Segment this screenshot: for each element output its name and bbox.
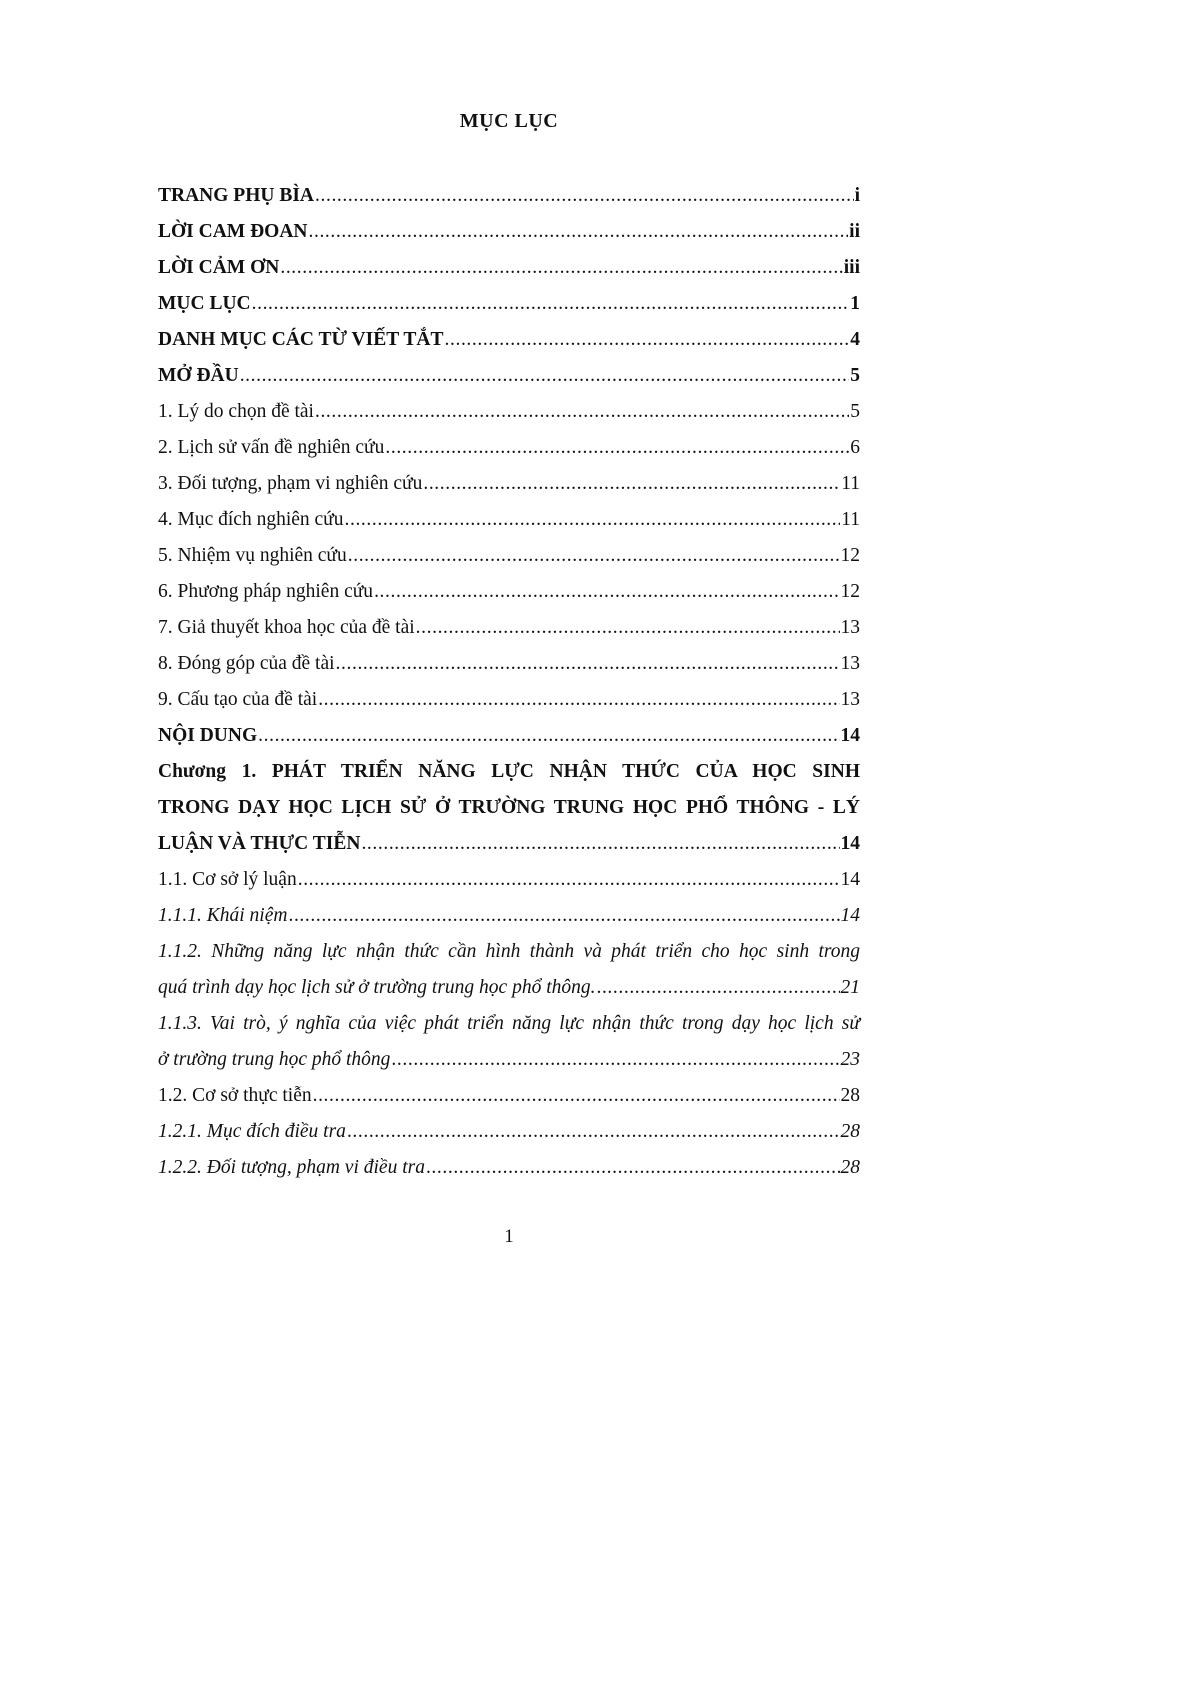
toc-entry-label: 8. Đóng góp của đề tài — [158, 653, 335, 674]
toc-entry-page: i — [854, 185, 860, 206]
toc-entry-page: 1 — [850, 293, 860, 314]
toc-entry-label: LỜI CẢM ƠN — [158, 257, 280, 278]
toc-entry-muc-dich — [158, 502, 860, 538]
toc-entry-label: quá trình dạy học lịch sử ở trường trung học phổ thông. — [158, 977, 596, 998]
dot-leader — [336, 646, 840, 682]
dot-leader — [313, 1078, 840, 1114]
toc-entry-trang-phu-bia — [158, 178, 860, 214]
page-number: 1 — [504, 1226, 514, 1247]
dot-leader — [345, 502, 841, 538]
toc-entry-page: 14 — [840, 905, 860, 926]
entry-1-1-3-last-line — [158, 1042, 860, 1078]
dot-leader — [423, 466, 840, 502]
toc-entry-label: 1.2.2. Đối tượng, phạm vi điều tra — [158, 1157, 425, 1178]
toc-entry-co-so-ly-luan — [158, 862, 860, 898]
dot-leader — [315, 394, 849, 430]
toc-entry-nhiem-vu — [158, 538, 860, 574]
toc-entry-gia-thuyet — [158, 610, 860, 646]
toc-entry-page: 6 — [850, 437, 860, 458]
toc-entry-page: 14 — [840, 869, 860, 890]
toc-entry-label: MỞ ĐẦU — [158, 365, 239, 386]
toc-entry-label: LUẬN VÀ THỰC TIỄN — [158, 833, 361, 854]
toc-entry-page: 28 — [840, 1085, 860, 1106]
toc-entry-page: 12 — [840, 545, 860, 566]
toc-entry-page: 14 — [840, 833, 860, 854]
toc-entry-khai-niem — [158, 898, 860, 934]
toc-entry-page: 11 — [841, 509, 860, 530]
toc-entry-label: 1.1. Cơ sở lý luận — [158, 869, 297, 890]
chapter-1-line-1: Chương 1. PHÁT TRIỂN NĂNG LỰC NHẬN THỨC CỦA HỌC SINH — [158, 761, 860, 782]
toc-entry-page: 28 — [840, 1121, 860, 1142]
dot-leader — [426, 1150, 840, 1186]
toc-entry-page: iii — [843, 257, 860, 278]
toc-entry-1-1-2 — [158, 934, 860, 1006]
toc-entry-label: 1. Lý do chọn đề tài — [158, 401, 314, 422]
toc-entry-label: 9. Cấu tạo của đề tài — [158, 689, 318, 710]
toc-entry-label: 7. Giả thuyết khoa học của đề tài — [158, 617, 415, 638]
toc-entry-loi-cam-doan — [158, 214, 860, 250]
toc-entry-label: 1.2.1. Mục đích điều tra — [158, 1121, 346, 1142]
toc-entry-page: 13 — [840, 617, 860, 638]
dot-leader — [240, 358, 850, 394]
toc-entry-page: 4 — [850, 329, 860, 350]
toc-entry-label: 6. Phương pháp nghiên cứu — [158, 581, 374, 602]
dot-leader — [288, 898, 839, 934]
dot-leader — [361, 826, 839, 862]
toc-entry-1-1-3 — [158, 1006, 860, 1078]
toc-entry-co-so-thuc-tien — [158, 1078, 860, 1114]
toc-entry-page: 21 — [840, 977, 860, 998]
dot-leader — [347, 1114, 840, 1150]
entry-1-1-3-line-1: 1.1.3. Vai trò, ý nghĩa của việc phát triển năng lực nhận thức trong dạy học lịch sử — [158, 1013, 860, 1034]
toc-entry-page: 5 — [850, 365, 860, 386]
entry-1-1-2-last-line — [158, 970, 860, 1006]
toc-entry-danh-muc-tu-viet-tat — [158, 322, 860, 358]
chapter-1-last-line — [158, 826, 860, 862]
dot-leader — [318, 682, 839, 718]
dot-leader — [391, 1042, 839, 1078]
dot-leader — [385, 430, 849, 466]
table-of-contents — [158, 178, 860, 1186]
toc-entry-label: TRANG PHỤ BÌA — [158, 185, 315, 206]
page-title: MỤC LỤC — [459, 110, 559, 132]
toc-entry-label: NỘI DUNG — [158, 725, 258, 746]
chapter-1-line-2: TRONG DẠY HỌC LỊCH SỬ Ở TRƯỜNG TRUNG HỌC PHỔ THÔNG - LÝ — [158, 797, 860, 818]
toc-entry-page: ii — [849, 221, 860, 242]
toc-entry-lich-su-van-de — [158, 430, 860, 466]
dot-leader — [280, 250, 842, 286]
dot-leader — [298, 862, 840, 898]
toc-entry-page: 13 — [840, 689, 860, 710]
dot-leader — [445, 322, 850, 358]
toc-entry-loi-cam-on — [158, 250, 860, 286]
toc-entry-page: 5 — [850, 401, 860, 422]
toc-entry-ly-do — [158, 394, 860, 430]
dot-leader — [315, 178, 854, 214]
toc-entry-label: 4. Mục đích nghiên cứu — [158, 509, 344, 530]
toc-entry-mo-dau — [158, 358, 860, 394]
toc-entry-page: 14 — [840, 725, 860, 746]
entry-1-1-2-line-1: 1.1.2. Những năng lực nhận thức cần hình thành và phát triển cho học sinh trong — [158, 941, 860, 962]
dot-leader — [348, 538, 840, 574]
toc-entry-page: 11 — [841, 473, 860, 494]
toc-entry-page: 28 — [840, 1157, 860, 1178]
toc-entry-muc-dich-dieu-tra — [158, 1114, 860, 1150]
dot-leader — [416, 610, 840, 646]
toc-entry-cau-tao — [158, 682, 860, 718]
toc-entry-label: DANH MỤC CÁC TỪ VIẾT TẮT — [158, 329, 444, 350]
dot-leader — [258, 718, 839, 754]
toc-entry-page: 12 — [840, 581, 860, 602]
toc-entry-label: 2. Lịch sử vấn đề nghiên cứu — [158, 437, 385, 458]
toc-entry-label: 1.1.1. Khái niệm — [158, 905, 288, 926]
toc-entry-doi-tuong-dieu-tra — [158, 1150, 860, 1186]
toc-entry-noi-dung — [158, 718, 860, 754]
toc-entry-label: 3. Đối tượng, phạm vi nghiên cứu — [158, 473, 423, 494]
toc-entry-dong-gop — [158, 646, 860, 682]
dot-leader — [596, 970, 839, 1006]
toc-entry-page: 23 — [840, 1049, 860, 1070]
toc-entry-muc-luc — [158, 286, 860, 322]
toc-entry-label: 5. Nhiệm vụ nghiên cứu — [158, 545, 347, 566]
toc-entry-chapter-1 — [158, 754, 860, 862]
toc-entry-page: 13 — [840, 653, 860, 674]
dot-leader — [309, 214, 849, 250]
toc-entry-label: MỤC LỤC — [158, 293, 251, 314]
toc-entry-phuong-phap — [158, 574, 860, 610]
toc-entry-doi-tuong — [158, 466, 860, 502]
toc-entry-label: ở trường trung học phổ thông — [158, 1049, 391, 1070]
dot-leader — [252, 286, 850, 322]
toc-entry-label: LỜI CAM ĐOAN — [158, 221, 308, 242]
dot-leader — [374, 574, 839, 610]
toc-entry-label: 1.2. Cơ sở thực tiễn — [158, 1085, 312, 1106]
